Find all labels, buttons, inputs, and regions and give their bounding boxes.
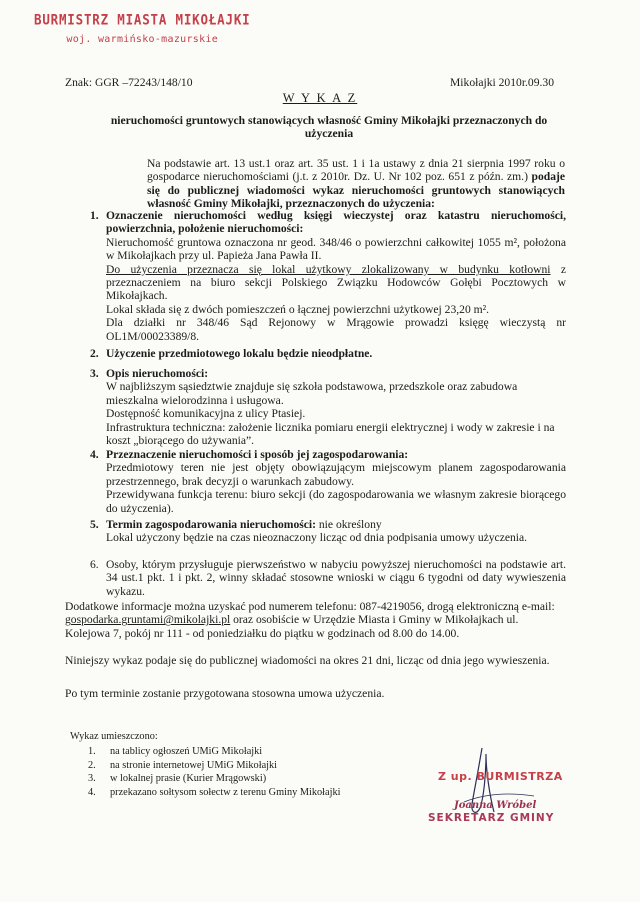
section-6: [106, 558, 566, 598]
signature-line-1: Z up. BURMISTRZA: [438, 770, 563, 783]
section-heading: Oznaczenie nieruchomości według księgi wieczystej oraz katastru nieruchomości, powierzchnia, położenie nieruchomości:: [106, 209, 566, 236]
placement-list: [88, 745, 340, 799]
signature-block: [424, 742, 574, 832]
intro-paragraph: Na podstawie art. 13 ust.1 oraz art. 35 ust. 1 i 1a ustawy z dnia 21 sierpnia 1997 roku o gospodarce nieruchomościami (j.t. z 2010r. Dz. U. Nr 102 poz. 651 z późn. zm.) podaje się do publicznej wiadomości wykaz nieruchomości gruntowych stanowiących własność Gminy Mikołajki, przeznaczonych do użyczenia:: [147, 157, 565, 211]
section-1: [106, 209, 566, 343]
email-link[interactable]: gospodarka.gruntami@mikolajki.pl: [65, 613, 231, 627]
section-number: 2.: [90, 347, 99, 360]
section-number: 5.: [90, 518, 99, 531]
publication-period: Niniejszy wykaz podaje się do publicznej wiadomości na okres 21 dni, licząc od dnia jego wywieszenia.: [65, 654, 550, 667]
section-4: [106, 448, 566, 515]
section-paragraph: Do użyczenia przeznacza się lokal użytkowy zlokalizowany w budynku kotłowni z przeznaczeniem na biuro sekcji Polskiego Związku Hodowców Gołębi Pocztowych w Mikołajkach.: [106, 262, 567, 303]
section-paragraph: Lokal użyczony będzie na czas nieoznaczony licząc od dnia podpisania umowy użyczenia.: [106, 531, 528, 545]
section-number: 3.: [90, 367, 99, 380]
section-number: 1.: [90, 209, 99, 222]
reference-number: Znak: GGR –72243/148/10: [65, 76, 193, 89]
section-heading: Opis nieruchomości:: [106, 367, 209, 380]
signature-line-3: SEKRETARZ GMINY: [428, 812, 555, 824]
stamp-line-1: BURMISTRZ MIASTA MIKOŁAJKI: [34, 10, 251, 29]
section-number: 6.: [90, 558, 99, 571]
section-paragraph: Przedmiotowy teren nie jest objęty obowiązującym miejscowym planem zagospodarowania przestrzennego, brak decyzji o warunkach zabudowy.: [106, 461, 566, 488]
section-paragraph: Dostępność komunikacyjna z ulicy Ptasiej.: [106, 407, 306, 421]
document-subtitle: nieruchomości gruntowych stanowiących własność Gminy Mikołajki przeznaczonych do użyczenia: [110, 114, 548, 141]
section-3: [106, 367, 566, 447]
list-item: 3. w lokalnej prasie (Kurier Mrągowski): [88, 773, 267, 785]
after-term-note: Po tym terminie zostanie przygotowana stosowna umowa użyczenia.: [65, 687, 385, 700]
section-paragraph: Dla działki nr 348/46 Sąd Rejonowy w Mrągowie prowadzi księgę wieczystą nr OL1M/00023389/8.: [106, 316, 566, 343]
list-item: 1. na tablicy ogłoszeń UMiG Mikołajki: [88, 746, 263, 757]
document-title: W Y K A Z: [282, 91, 358, 105]
section-paragraph: Przewidywana funkcja terenu: biuro sekcji (do zagospodarowania we własnym zakresie biorącego do użyczenia).: [106, 488, 566, 515]
list-item: 4. przekazano sołtysom sołectw z terenu Gminy Mikołajki: [88, 786, 341, 798]
section-number: 4.: [90, 448, 99, 461]
section-paragraph: Lokal składa się z dwóch pomieszczeń o łącznej powierzchni użytkowej 23,20 m².: [106, 302, 490, 316]
section-2: [106, 347, 566, 360]
mayor-stamp: [34, 12, 250, 46]
section-paragraph: Nieruchomość gruntowa oznaczona nr geod. 348/46 o powierzchni całkowitej 1055 m², położona w Mikołajkach przy ul. Papieża Jana Pawła II.: [106, 235, 566, 263]
section-heading: Termin zagospodarowania nieruchomości: nie określony: [106, 518, 382, 531]
stamp-line-2: woj. warmińsko-mazurskie: [66, 33, 219, 45]
list-item: 2. na stronie internetowej UMiG Mikołajki: [88, 759, 278, 771]
section-5: [106, 518, 566, 545]
section-heading: Przeznaczenie nieruchomości i sposób jej zagospodarowania:: [106, 448, 409, 461]
signature-line-2: Joanna Wróbel: [454, 800, 537, 811]
section-paragraph: W najbliższym sąsiedztwie znajduje się szkoła podstawowa, przedszkole oraz zabudowa mieszkalna wielorodzinna i usługowa.: [106, 380, 518, 407]
section-paragraph: Infrastruktura techniczna: założenie licznika pomiaru energii elektrycznej i wody w zakresie i na koszt „biorącego do używania”.: [106, 420, 555, 448]
placement-heading: Wykaz umieszczono:: [70, 731, 158, 742]
section-paragraph: Osoby, którym przysługuje pierwszeństwo w nabyciu powyższej nieruchomości na podstawie art. 34 ust.1 pkt. 1 i pkt. 2, winny składać stosowne wnioski w ciągu 6 tygodni od daty wywieszenia wykazu.: [106, 558, 566, 598]
contact-info: Dodatkowe informacje można uzyskać pod numerem telefonu: 087-4219056, drogą elektroniczną e-mail: gospodarka.gruntami@mikolajki.pl oraz osobiście w Urzędzie Miasta i Gminy w Mikołajkach ul. Kolejowa 7, pokój nr 111 - od poniedziałku do piątku w godzinach od 8.00 do 14.00.: [65, 600, 555, 640]
section-heading: Użyczenie przedmiotowego lokalu będzie nieodpłatne.: [106, 347, 373, 360]
place-and-date: Mikołajki 2010r.09.30: [450, 76, 555, 89]
